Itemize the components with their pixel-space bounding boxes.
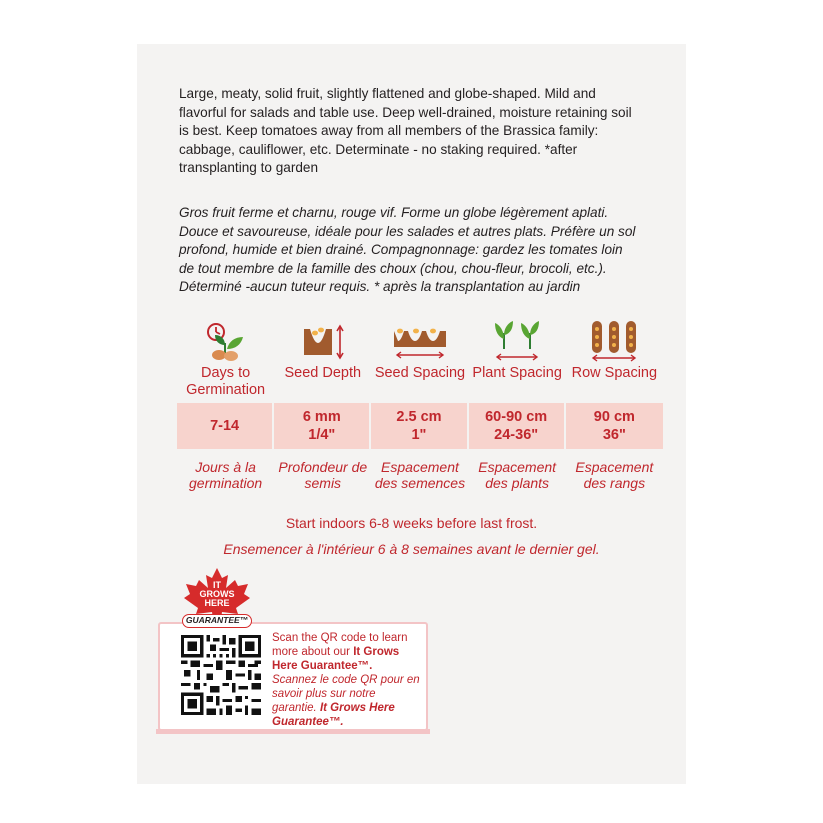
plant-spacing-icon	[469, 318, 566, 364]
start-indoors-french: Ensemencer à l'intérieur 6 à 8 semaines avant le dernier gel.	[223, 541, 600, 557]
seed-spacing-icon	[371, 318, 468, 364]
logo-text-grows: GROWS	[199, 589, 235, 599]
seed-depth-icon	[274, 318, 371, 364]
label-fr-plant-spacing: Espacement des plants	[478, 459, 557, 491]
label-fr-seed-spacing: Espacement des semences	[374, 459, 466, 491]
logo-text-here: HERE	[204, 598, 230, 608]
values-band	[177, 403, 663, 449]
row-spacing-icon	[566, 318, 663, 364]
value-plant-spacing: 60-90 cm 24-36"	[469, 403, 566, 449]
col-seed-spacing	[371, 318, 468, 401]
clock-seedling-icon	[177, 318, 274, 364]
label-plant-spacing: Plant Spacing	[472, 365, 562, 381]
col-plant-spacing	[469, 318, 566, 401]
label-days-to-germination: Days to Germination	[186, 365, 266, 398]
label-fr-seed-depth: Profondeur de semis	[278, 459, 368, 491]
label-fr-row-spacing: Espacement des rangs	[575, 459, 654, 491]
guarantee-underline	[156, 729, 430, 734]
label-row-spacing: Row Spacing	[571, 365, 658, 381]
description-french: Gros fruit ferme et charnu, rouge vif. Forme un globe légèrement aplati. Douce et savoureuse, idéale pour les salades et autres plats. Préfère un sol profond, humide et bien drainé. Compagnonnage: gardez les tomates loin de tout membre de la famille des choux (chou, chou-fleur, brocoli, etc.). Déterminé -aucun tuteur requis. * après la transplantation au jardin	[179, 205, 636, 294]
guarantee-text-english: Scan the QR code to learn more about our It Grows Here Guarantee™.	[272, 632, 408, 672]
maple-leaf-icon	[180, 566, 254, 632]
col-seed-depth	[274, 318, 371, 401]
guarantee-text-french: Scannez le code QR pour en savoir plus sur notre garantie. It Grows Here Guarantee™.	[272, 674, 420, 728]
guarantee-text	[272, 631, 422, 729]
value-row-spacing: 90 cm 36"	[593, 409, 635, 443]
value-seed-spacing: 2.5 cm 1"	[371, 403, 468, 449]
col-days-to-germination	[177, 318, 274, 401]
start-indoors-english: Start indoors 6-8 weeks before last frost.	[285, 515, 538, 531]
label-fr-days-to-germination: Jours à la germination	[189, 459, 263, 491]
label-seed-depth: Seed Depth	[284, 365, 362, 381]
logo-text-it: IT	[213, 580, 221, 590]
description-english: Large, meaty, solid fruit, slightly flattened and globe-shaped. Mild and flavorful for salads and table use. Deep well-drained, moisture retaining soil is best. Keep tomatoes away from all members of the Brassica family: cabbage, cauliflower, etc. Determinate - no staking required. *after transplanting to garden	[179, 86, 632, 175]
french-labels	[177, 459, 663, 491]
growing-info-grid	[177, 318, 663, 491]
col-row-spacing	[566, 318, 663, 401]
qr-code-icon[interactable]	[181, 635, 261, 715]
logo-guarantee-label: GUARANTEE™	[182, 614, 252, 628]
label-seed-spacing: Seed Spacing	[374, 365, 466, 381]
value-seed-depth: 6 mm 1/4"	[274, 403, 371, 449]
value-days-to-germination: 7-14	[177, 403, 274, 449]
